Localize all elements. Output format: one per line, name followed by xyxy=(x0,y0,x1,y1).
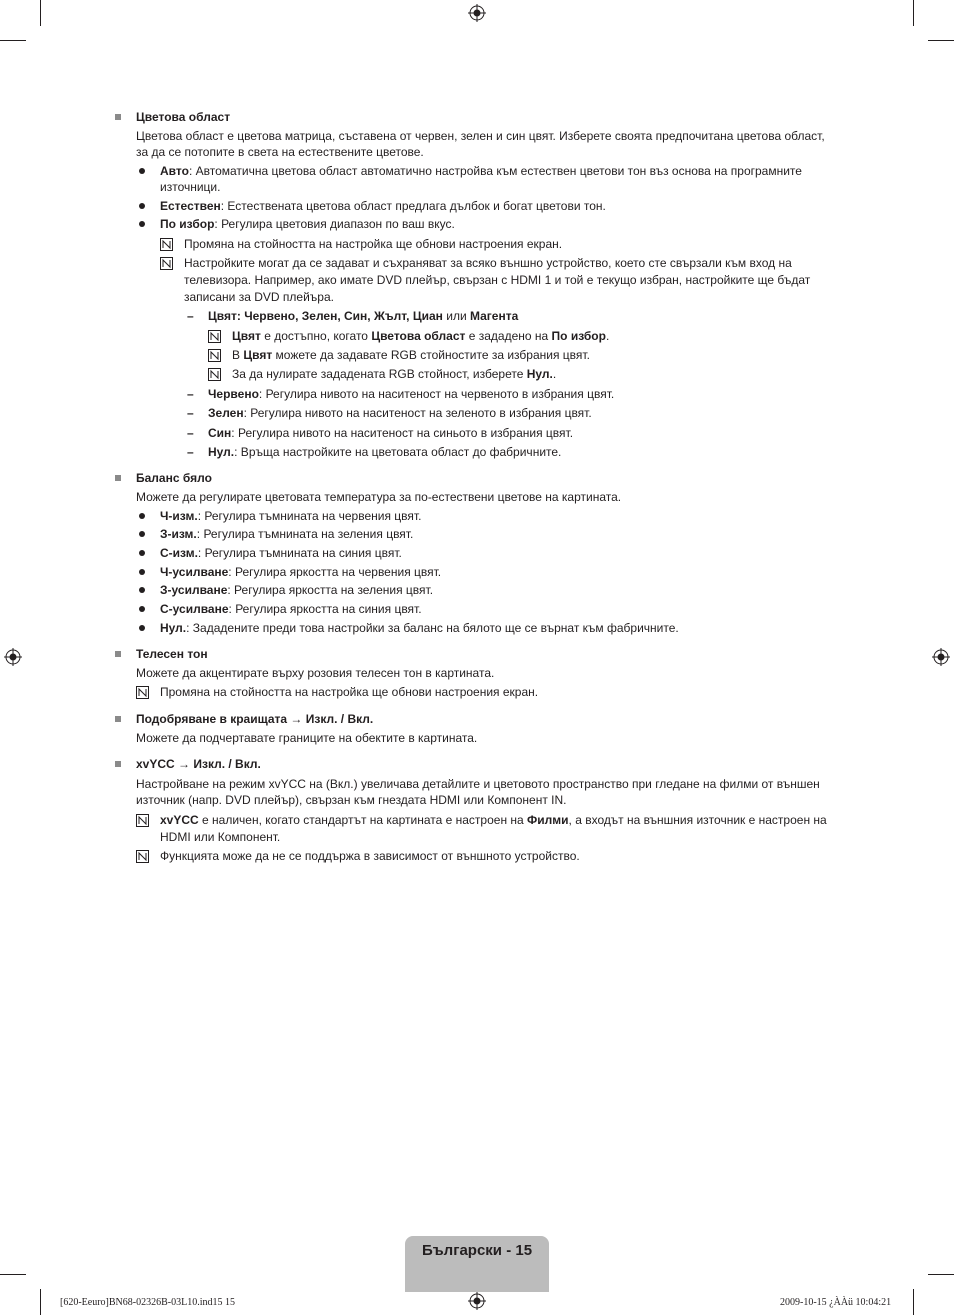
note-text: Функцията може да не се поддържа в зависимост от външното устройство. xyxy=(160,849,580,863)
note-icon xyxy=(160,257,173,270)
list-item: З-усилване: Регулира яркостта на зеления цвят. xyxy=(160,583,434,597)
paragraph-line: Можете да акцентирате върху розовия телесен тон в картината. xyxy=(136,666,495,680)
dot-bullet-icon xyxy=(139,550,145,556)
note-icon xyxy=(160,238,173,251)
dash-bullet-icon: – xyxy=(187,309,194,323)
list-item: С-усилване: Регулира яркостта на синия цвят. xyxy=(160,602,422,616)
page-number-label: Български - 15 xyxy=(421,1242,533,1259)
dash-item: Син: Регулира нивото на наситеност на синьото в избрания цвят. xyxy=(208,426,574,440)
note-text: телевизора. Например, ако имате DVD плейър, свързан с HDMI 1 и той е текущо избран, настройките ще бъдат xyxy=(184,273,811,287)
note-icon xyxy=(136,850,149,863)
square-bullet-icon xyxy=(115,114,121,120)
square-bullet-icon xyxy=(115,651,121,657)
list-item: Нул.: Зададените преди това настройки за баланс на бялото ще се върнат към фабричните. xyxy=(160,621,679,635)
dash-item: Нул.: Връща настройките на цветовата област до фабричните. xyxy=(208,445,562,459)
dot-bullet-icon xyxy=(139,606,145,612)
section-title-xvycc: xvYCC → Изкл. / Вкл. xyxy=(136,757,261,771)
print-timestamp: 2009-10-15 ¿ÀÀü 10:04:21 xyxy=(780,1297,892,1308)
dash-bullet-icon: – xyxy=(187,445,194,459)
note-text: записани за DVD плейъра. xyxy=(184,290,334,304)
crop-mark xyxy=(913,0,914,26)
dot-bullet-icon xyxy=(139,513,145,519)
crop-mark xyxy=(40,1289,41,1315)
note-icon xyxy=(208,349,221,362)
file-slug: [620-Eeuro]BN68-02326B-03L10.ind15 15 xyxy=(60,1297,235,1308)
crop-mark xyxy=(913,1289,914,1315)
dot-bullet-icon xyxy=(139,625,145,631)
section-title-color-space: Цветова област xyxy=(136,110,231,124)
note-text: Промяна на стойността на настройка ще обнови настроения екран. xyxy=(160,685,539,699)
section-title-edge-enhancement: Подобряване в краищата → Изкл. / Вкл. xyxy=(136,712,374,726)
paragraph-line: източник (напр. DVD плейър), свързан към гнездата HDMI или Компонент IN. xyxy=(136,793,567,807)
list-item: С-изм.: Регулира тъмнината на синия цвят. xyxy=(160,546,402,560)
crop-mark xyxy=(0,1274,26,1275)
paragraph-line: за да се потопите в света на естествените цветове. xyxy=(136,145,424,159)
note-icon xyxy=(208,330,221,343)
dash-bullet-icon: – xyxy=(187,426,194,440)
dash-bullet-icon: – xyxy=(187,387,194,401)
dash-bullet-icon: – xyxy=(187,406,194,420)
list-item: Ч-изм.: Регулира тъмнината на червения цвят. xyxy=(160,509,422,523)
dot-bullet-icon xyxy=(139,221,145,227)
square-bullet-icon xyxy=(115,761,121,767)
dash-item: Зелен: Регулира нивото на наситеност на зеленото в избрания цвят. xyxy=(208,406,592,420)
dash-item: Цвят: Червено, Зелен, Син, Жълт, Циан или Магента xyxy=(208,309,519,323)
paragraph-line: Можете да подчертавате границите на обектите в картината. xyxy=(136,731,478,745)
note-text: За да нулирате зададената RGB стойност, изберете Нул.. xyxy=(232,367,557,381)
note-text: xvYCC е наличен, когато стандартът на картината е настроен на Филми, а входът на външния източник е настроен на xyxy=(160,813,827,827)
paragraph-line: Цветова област е цветова матрица, съставена от червен, зелен и син цвят. Изберете своята предпочитана цветова област, xyxy=(136,129,825,143)
registration-mark-icon xyxy=(468,4,486,22)
list-item: По избор: Регулира цветовия диапазон по ваш вкус. xyxy=(160,217,455,231)
square-bullet-icon xyxy=(115,716,121,722)
note-text: HDMI или Компонент. xyxy=(160,830,281,844)
registration-mark-icon xyxy=(932,648,950,666)
dash-item: Червено: Регулира нивото на наситеност на червеното в избрания цвят. xyxy=(208,387,615,401)
list-item: Ч-усилване: Регулира яркостта на червения цвят. xyxy=(160,565,442,579)
dot-bullet-icon xyxy=(139,168,145,174)
paragraph-line: Можете да регулирате цветовата температура за по-естествени цветове на картината. xyxy=(136,490,622,504)
section-title-flesh-tone: Телесен тон xyxy=(136,647,208,661)
list-item: Естествен: Естествената цветова област предлага дълбок и богат цветови тон. xyxy=(160,199,606,213)
dot-bullet-icon xyxy=(139,203,145,209)
section-title-white-balance: Баланс бяло xyxy=(136,471,212,485)
note-icon xyxy=(208,368,221,381)
dot-bullet-icon xyxy=(139,587,145,593)
registration-mark-icon xyxy=(4,648,22,666)
crop-mark xyxy=(928,1274,954,1275)
note-text: Цвят е достъпно, когато Цветова област е зададено на По избор. xyxy=(232,329,610,343)
dot-bullet-icon xyxy=(139,569,145,575)
registration-mark-icon xyxy=(468,1292,486,1310)
crop-mark xyxy=(928,40,954,41)
dot-bullet-icon xyxy=(139,531,145,537)
note-icon xyxy=(136,814,149,827)
note-text: Настройките могат да се задават и съхраняват за всяко външно устройство, което сте свързали към вход на xyxy=(184,256,792,270)
list-item-continuation: източници. xyxy=(160,180,221,194)
note-text: В Цвят можете да задавате RGB стойностите за избрания цвят. xyxy=(232,348,590,362)
list-item: З-изм.: Регулира тъмнината на зеления цвят. xyxy=(160,527,414,541)
list-item: Авто: Автоматична цветова област автоматично настройва към естествен цветови тон въз основа на програмните xyxy=(160,164,802,178)
note-text: Промяна на стойността на настройка ще обнови настроения екран. xyxy=(184,237,563,251)
square-bullet-icon xyxy=(115,475,121,481)
note-icon xyxy=(136,686,149,699)
crop-mark xyxy=(0,40,26,41)
paragraph-line: Настройване на режим xvYCC на (Вкл.) увеличава детайлите и цветовото пространство при гледане на филми от външен xyxy=(136,777,820,791)
crop-mark xyxy=(40,0,41,26)
